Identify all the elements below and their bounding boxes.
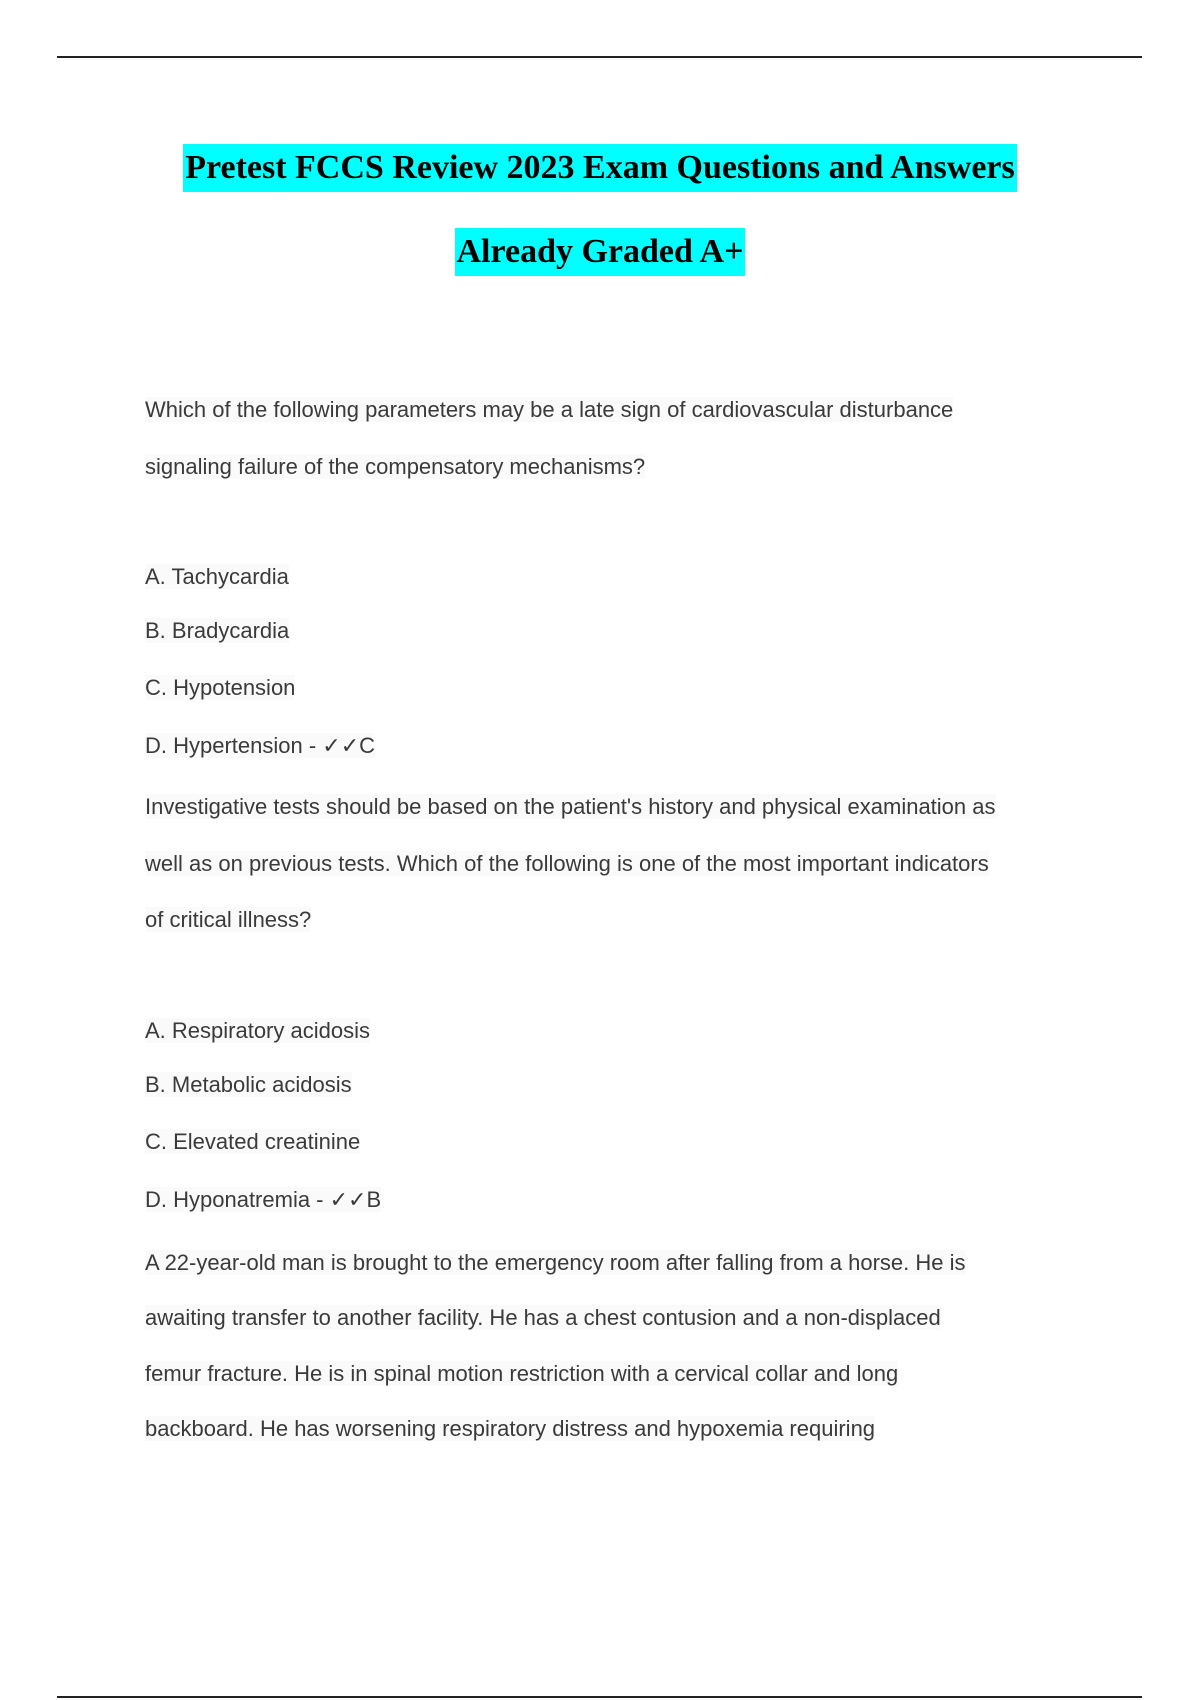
- question-2-option-d-answer: D. Hyponatremia - ✓✓B: [145, 1187, 382, 1212]
- question-3-text-line-3: femur fracture. He is in spinal motion restriction with a cervical collar and long: [145, 1361, 899, 1386]
- question-2-option-b: B. Metabolic acidosis: [145, 1072, 352, 1097]
- question-3-text-line-2: awaiting transfer to another facility. He has a chest contusion and a non-displaced: [145, 1305, 941, 1330]
- question-2-option-a: A. Respiratory acidosis: [145, 1018, 370, 1043]
- question-1-text-line-1: Which of the following parameters may be a late sign of cardiovascular disturbance: [145, 397, 954, 422]
- question-1-option-b: B. Bradycardia: [145, 618, 290, 643]
- question-2-text-line-2: well as on previous tests. Which of the following is one of the most important indicators: [145, 851, 989, 876]
- document-title-line-1: Pretest FCCS Review 2023 Exam Questions and Answers: [0, 144, 1200, 192]
- top-rule: [57, 56, 1142, 58]
- question-2-text-line-3: of critical illness?: [145, 907, 312, 932]
- question-1-option-d-answer: D. Hypertension - ✓✓C: [145, 733, 376, 758]
- question-3-text-line-4: backboard. He has worsening respiratory distress and hypoxemia requiring: [145, 1416, 876, 1441]
- question-1-text-line-2: signaling failure of the compensatory mechanisms?: [145, 454, 646, 479]
- document-title-line-2: Already Graded A+: [0, 228, 1200, 276]
- question-1-option-a: A. Tachycardia: [145, 564, 289, 589]
- question-3-text-line-1: A 22-year-old man is brought to the emergency room after falling from a horse. He is: [145, 1250, 966, 1275]
- question-2-option-c: C. Elevated creatinine: [145, 1129, 361, 1154]
- bottom-rule: [57, 1696, 1142, 1698]
- question-1-option-c: C. Hypotension: [145, 675, 296, 700]
- question-2-text-line-1: Investigative tests should be based on the patient's history and physical examination as: [145, 794, 996, 819]
